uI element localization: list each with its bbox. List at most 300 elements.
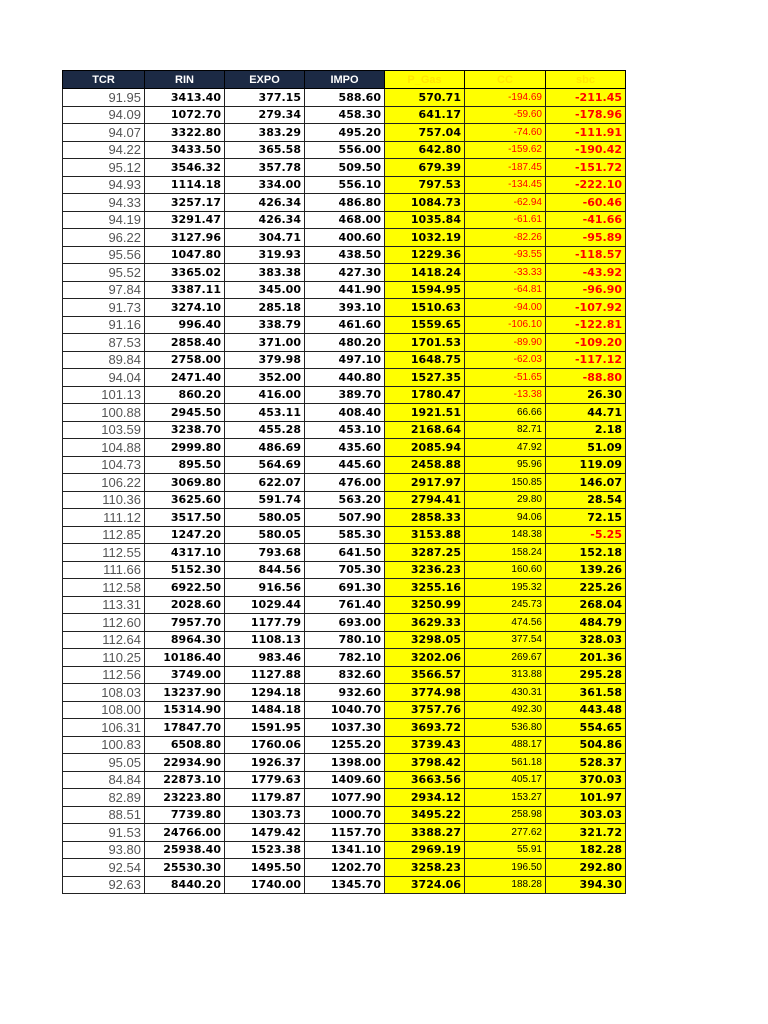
cell-pgas[interactable]: 3739.43	[385, 736, 465, 754]
cell-rin[interactable]: 3546.32	[145, 159, 225, 177]
cell-tcr[interactable]: 108.00	[63, 701, 145, 719]
cell-tcr[interactable]: 94.04	[63, 369, 145, 387]
cell-sbc[interactable]: -107.92	[546, 299, 626, 317]
cell-cc[interactable]: 188.28	[465, 876, 546, 894]
cell-sbc[interactable]: -117.12	[546, 351, 626, 369]
cell-pgas[interactable]: 3287.25	[385, 544, 465, 562]
cell-cc[interactable]: -51.65	[465, 369, 546, 387]
cell-sbc[interactable]: 394.30	[546, 876, 626, 894]
cell-sbc[interactable]: 268.04	[546, 596, 626, 614]
cell-tcr[interactable]: 94.33	[63, 194, 145, 212]
cell-sbc[interactable]: 370.03	[546, 771, 626, 789]
cell-pgas[interactable]: 2458.88	[385, 456, 465, 474]
cell-sbc[interactable]: -109.20	[546, 334, 626, 352]
cell-tcr[interactable]: 108.03	[63, 684, 145, 702]
cell-cc[interactable]: 158.24	[465, 544, 546, 562]
cell-cc[interactable]: -94.00	[465, 299, 546, 317]
cell-sbc[interactable]: 26.30	[546, 386, 626, 404]
cell-tcr[interactable]: 82.89	[63, 789, 145, 807]
cell-cc[interactable]: -62.03	[465, 351, 546, 369]
cell-tcr[interactable]: 104.88	[63, 439, 145, 457]
cell-pgas[interactable]: 1648.75	[385, 351, 465, 369]
cell-expo[interactable]: 345.00	[225, 281, 305, 299]
cell-impo[interactable]: 458.30	[305, 106, 385, 124]
cell-tcr[interactable]: 111.12	[63, 509, 145, 527]
cell-sbc[interactable]: -222.10	[546, 176, 626, 194]
cell-tcr[interactable]: 100.83	[63, 736, 145, 754]
cell-cc[interactable]: 269.67	[465, 649, 546, 667]
cell-sbc[interactable]: 51.09	[546, 439, 626, 457]
cell-impo[interactable]: 507.90	[305, 509, 385, 527]
cell-tcr[interactable]: 112.64	[63, 631, 145, 649]
cell-cc[interactable]: -187.45	[465, 159, 546, 177]
cell-expo[interactable]: 486.69	[225, 439, 305, 457]
cell-impo[interactable]: 588.60	[305, 89, 385, 107]
cell-sbc[interactable]: 528.37	[546, 754, 626, 772]
cell-expo[interactable]: 916.56	[225, 579, 305, 597]
cell-impo[interactable]: 832.60	[305, 666, 385, 684]
cell-cc[interactable]: 277.62	[465, 824, 546, 842]
cell-pgas[interactable]: 1921.51	[385, 404, 465, 422]
cell-tcr[interactable]: 101.13	[63, 386, 145, 404]
cell-impo[interactable]: 761.40	[305, 596, 385, 614]
cell-tcr[interactable]: 94.09	[63, 106, 145, 124]
cell-cc[interactable]: -62.94	[465, 194, 546, 212]
cell-expo[interactable]: 983.46	[225, 649, 305, 667]
cell-expo[interactable]: 580.05	[225, 526, 305, 544]
cell-tcr[interactable]: 112.58	[63, 579, 145, 597]
cell-impo[interactable]: 486.80	[305, 194, 385, 212]
cell-rin[interactable]: 4317.10	[145, 544, 225, 562]
cell-sbc[interactable]: 101.97	[546, 789, 626, 807]
cell-expo[interactable]: 416.00	[225, 386, 305, 404]
cell-pgas[interactable]: 3495.22	[385, 806, 465, 824]
cell-impo[interactable]: 1341.10	[305, 841, 385, 859]
cell-sbc[interactable]: 72.15	[546, 509, 626, 527]
cell-tcr[interactable]: 112.60	[63, 614, 145, 632]
cell-expo[interactable]: 1926.37	[225, 754, 305, 772]
cell-rin[interactable]: 25938.40	[145, 841, 225, 859]
cell-cc[interactable]: 196.50	[465, 859, 546, 877]
cell-tcr[interactable]: 94.19	[63, 211, 145, 229]
cell-pgas[interactable]: 3255.16	[385, 579, 465, 597]
cell-cc[interactable]: 94.06	[465, 509, 546, 527]
cell-sbc[interactable]: 225.26	[546, 579, 626, 597]
header-impo[interactable]: IMPO	[305, 71, 385, 89]
cell-rin[interactable]: 2471.40	[145, 369, 225, 387]
cell-pgas[interactable]: 1084.73	[385, 194, 465, 212]
cell-impo[interactable]: 509.50	[305, 159, 385, 177]
cell-expo[interactable]: 285.18	[225, 299, 305, 317]
cell-sbc[interactable]: -190.42	[546, 141, 626, 159]
cell-sbc[interactable]: 119.09	[546, 456, 626, 474]
cell-expo[interactable]: 377.15	[225, 89, 305, 107]
cell-rin[interactable]: 1114.18	[145, 176, 225, 194]
cell-rin[interactable]: 1047.80	[145, 246, 225, 264]
cell-tcr[interactable]: 92.63	[63, 876, 145, 894]
cell-sbc[interactable]: 484.79	[546, 614, 626, 632]
cell-expo[interactable]: 1179.87	[225, 789, 305, 807]
cell-pgas[interactable]: 3629.33	[385, 614, 465, 632]
cell-pgas[interactable]: 1527.35	[385, 369, 465, 387]
cell-pgas[interactable]: 2168.64	[385, 421, 465, 439]
cell-rin[interactable]: 2758.00	[145, 351, 225, 369]
cell-rin[interactable]: 13237.90	[145, 684, 225, 702]
cell-cc[interactable]: 153.27	[465, 789, 546, 807]
cell-cc[interactable]: 474.56	[465, 614, 546, 632]
cell-sbc[interactable]: 2.18	[546, 421, 626, 439]
cell-sbc[interactable]: 554.65	[546, 719, 626, 737]
cell-expo[interactable]: 453.11	[225, 404, 305, 422]
cell-sbc[interactable]: -43.92	[546, 264, 626, 282]
cell-tcr[interactable]: 92.54	[63, 859, 145, 877]
cell-pgas[interactable]: 3236.23	[385, 561, 465, 579]
cell-rin[interactable]: 3413.40	[145, 89, 225, 107]
cell-cc[interactable]: 561.18	[465, 754, 546, 772]
cell-tcr[interactable]: 104.73	[63, 456, 145, 474]
cell-impo[interactable]: 461.60	[305, 316, 385, 334]
cell-impo[interactable]: 495.20	[305, 124, 385, 142]
cell-pgas[interactable]: 1510.63	[385, 299, 465, 317]
cell-rin[interactable]: 25530.30	[145, 859, 225, 877]
cell-pgas[interactable]: 642.80	[385, 141, 465, 159]
cell-impo[interactable]: 1255.20	[305, 736, 385, 754]
cell-rin[interactable]: 2945.50	[145, 404, 225, 422]
cell-tcr[interactable]: 112.56	[63, 666, 145, 684]
cell-cc[interactable]: 148.38	[465, 526, 546, 544]
cell-rin[interactable]: 3749.00	[145, 666, 225, 684]
cell-cc[interactable]: 245.73	[465, 596, 546, 614]
cell-rin[interactable]: 6508.80	[145, 736, 225, 754]
cell-sbc[interactable]: 443.48	[546, 701, 626, 719]
cell-pgas[interactable]: 1032.19	[385, 229, 465, 247]
cell-cc[interactable]: 430.31	[465, 684, 546, 702]
cell-impo[interactable]: 1077.90	[305, 789, 385, 807]
cell-impo[interactable]: 389.70	[305, 386, 385, 404]
cell-sbc[interactable]: -88.80	[546, 369, 626, 387]
cell-cc[interactable]: -93.55	[465, 246, 546, 264]
cell-pgas[interactable]: 2917.97	[385, 474, 465, 492]
cell-sbc[interactable]: 152.18	[546, 544, 626, 562]
cell-impo[interactable]: 691.30	[305, 579, 385, 597]
cell-rin[interactable]: 2999.80	[145, 439, 225, 457]
cell-cc[interactable]: -13.38	[465, 386, 546, 404]
cell-expo[interactable]: 564.69	[225, 456, 305, 474]
cell-cc[interactable]: -82.26	[465, 229, 546, 247]
cell-pgas[interactable]: 1035.84	[385, 211, 465, 229]
cell-tcr[interactable]: 95.52	[63, 264, 145, 282]
cell-rin[interactable]: 3069.80	[145, 474, 225, 492]
cell-pgas[interactable]: 570.71	[385, 89, 465, 107]
cell-expo[interactable]: 591.74	[225, 491, 305, 509]
cell-tcr[interactable]: 89.84	[63, 351, 145, 369]
cell-tcr[interactable]: 103.59	[63, 421, 145, 439]
cell-impo[interactable]: 780.10	[305, 631, 385, 649]
cell-pgas[interactable]: 3388.27	[385, 824, 465, 842]
cell-rin[interactable]: 15314.90	[145, 701, 225, 719]
cell-pgas[interactable]: 3774.98	[385, 684, 465, 702]
cell-cc[interactable]: -59.60	[465, 106, 546, 124]
cell-cc[interactable]: 150.85	[465, 474, 546, 492]
cell-sbc[interactable]: 44.71	[546, 404, 626, 422]
cell-sbc[interactable]: -95.89	[546, 229, 626, 247]
cell-impo[interactable]: 1398.00	[305, 754, 385, 772]
cell-impo[interactable]: 480.20	[305, 334, 385, 352]
cell-sbc[interactable]: 361.58	[546, 684, 626, 702]
cell-sbc[interactable]: 139.26	[546, 561, 626, 579]
header-tcr[interactable]: TCR	[63, 71, 145, 89]
cell-rin[interactable]: 3257.17	[145, 194, 225, 212]
cell-impo[interactable]: 1037.30	[305, 719, 385, 737]
cell-expo[interactable]: 844.56	[225, 561, 305, 579]
cell-sbc[interactable]: 201.36	[546, 649, 626, 667]
cell-expo[interactable]: 1127.88	[225, 666, 305, 684]
cell-rin[interactable]: 3322.80	[145, 124, 225, 142]
cell-rin[interactable]: 7957.70	[145, 614, 225, 632]
cell-impo[interactable]: 1409.60	[305, 771, 385, 789]
cell-tcr[interactable]: 113.31	[63, 596, 145, 614]
cell-tcr[interactable]: 95.12	[63, 159, 145, 177]
cell-pgas[interactable]: 2969.19	[385, 841, 465, 859]
cell-expo[interactable]: 379.98	[225, 351, 305, 369]
cell-sbc[interactable]: -178.96	[546, 106, 626, 124]
header-rin[interactable]: RIN	[145, 71, 225, 89]
cell-rin[interactable]: 23223.80	[145, 789, 225, 807]
cell-impo[interactable]: 1202.70	[305, 859, 385, 877]
cell-pgas[interactable]: 1559.65	[385, 316, 465, 334]
cell-expo[interactable]: 1177.79	[225, 614, 305, 632]
cell-rin[interactable]: 6922.50	[145, 579, 225, 597]
cell-pgas[interactable]: 3258.23	[385, 859, 465, 877]
cell-expo[interactable]: 1029.44	[225, 596, 305, 614]
cell-cc[interactable]: 377.54	[465, 631, 546, 649]
cell-expo[interactable]: 1479.42	[225, 824, 305, 842]
cell-expo[interactable]: 1779.63	[225, 771, 305, 789]
cell-tcr[interactable]: 84.84	[63, 771, 145, 789]
cell-pgas[interactable]: 2085.94	[385, 439, 465, 457]
cell-pgas[interactable]: 797.53	[385, 176, 465, 194]
cell-tcr[interactable]: 112.55	[63, 544, 145, 562]
cell-pgas[interactable]: 2794.41	[385, 491, 465, 509]
cell-cc[interactable]: 405.17	[465, 771, 546, 789]
cell-impo[interactable]: 1345.70	[305, 876, 385, 894]
cell-expo[interactable]: 304.71	[225, 229, 305, 247]
cell-impo[interactable]: 435.60	[305, 439, 385, 457]
cell-impo[interactable]: 400.60	[305, 229, 385, 247]
cell-expo[interactable]: 383.38	[225, 264, 305, 282]
cell-impo[interactable]: 408.40	[305, 404, 385, 422]
cell-cc[interactable]: 258.98	[465, 806, 546, 824]
cell-expo[interactable]: 793.68	[225, 544, 305, 562]
cell-pgas[interactable]: 641.17	[385, 106, 465, 124]
cell-rin[interactable]: 996.40	[145, 316, 225, 334]
cell-pgas[interactable]: 3663.56	[385, 771, 465, 789]
header-sbc[interactable]: sbc	[546, 71, 626, 89]
cell-sbc[interactable]: -211.45	[546, 89, 626, 107]
cell-cc[interactable]: 313.88	[465, 666, 546, 684]
cell-impo[interactable]: 1157.70	[305, 824, 385, 842]
cell-impo[interactable]: 705.30	[305, 561, 385, 579]
cell-cc[interactable]: 195.32	[465, 579, 546, 597]
cell-tcr[interactable]: 94.22	[63, 141, 145, 159]
cell-expo[interactable]: 1760.06	[225, 736, 305, 754]
cell-expo[interactable]: 371.00	[225, 334, 305, 352]
cell-tcr[interactable]: 110.25	[63, 649, 145, 667]
cell-impo[interactable]: 453.10	[305, 421, 385, 439]
cell-sbc[interactable]: 295.28	[546, 666, 626, 684]
cell-cc[interactable]: 47.92	[465, 439, 546, 457]
cell-pgas[interactable]: 1418.24	[385, 264, 465, 282]
cell-sbc[interactable]: -60.46	[546, 194, 626, 212]
cell-rin[interactable]: 3517.50	[145, 509, 225, 527]
cell-cc[interactable]: -89.90	[465, 334, 546, 352]
cell-pgas[interactable]: 2858.33	[385, 509, 465, 527]
cell-expo[interactable]: 1108.13	[225, 631, 305, 649]
cell-tcr[interactable]: 91.95	[63, 89, 145, 107]
cell-impo[interactable]: 693.00	[305, 614, 385, 632]
header-expo[interactable]: EXPO	[225, 71, 305, 89]
cell-sbc[interactable]: 146.07	[546, 474, 626, 492]
cell-tcr[interactable]: 112.85	[63, 526, 145, 544]
cell-tcr[interactable]: 94.07	[63, 124, 145, 142]
cell-sbc[interactable]: -96.90	[546, 281, 626, 299]
cell-impo[interactable]: 585.30	[305, 526, 385, 544]
cell-impo[interactable]: 1040.70	[305, 701, 385, 719]
cell-impo[interactable]: 932.60	[305, 684, 385, 702]
cell-tcr[interactable]: 100.88	[63, 404, 145, 422]
cell-rin[interactable]: 3387.11	[145, 281, 225, 299]
cell-rin[interactable]: 24766.00	[145, 824, 225, 842]
cell-impo[interactable]: 782.10	[305, 649, 385, 667]
cell-pgas[interactable]: 3153.88	[385, 526, 465, 544]
cell-tcr[interactable]: 91.73	[63, 299, 145, 317]
cell-sbc[interactable]: -41.66	[546, 211, 626, 229]
cell-cc[interactable]: -61.61	[465, 211, 546, 229]
cell-tcr[interactable]: 96.22	[63, 229, 145, 247]
cell-expo[interactable]: 1495.50	[225, 859, 305, 877]
cell-pgas[interactable]: 757.04	[385, 124, 465, 142]
cell-sbc[interactable]: -111.91	[546, 124, 626, 142]
cell-rin[interactable]: 3365.02	[145, 264, 225, 282]
cell-impo[interactable]: 445.60	[305, 456, 385, 474]
cell-expo[interactable]: 455.28	[225, 421, 305, 439]
cell-rin[interactable]: 3238.70	[145, 421, 225, 439]
cell-expo[interactable]: 1303.73	[225, 806, 305, 824]
cell-rin[interactable]: 1072.70	[145, 106, 225, 124]
cell-cc[interactable]: -159.62	[465, 141, 546, 159]
cell-impo[interactable]: 1000.70	[305, 806, 385, 824]
cell-cc[interactable]: -74.60	[465, 124, 546, 142]
cell-tcr[interactable]: 94.93	[63, 176, 145, 194]
cell-cc[interactable]: 82.71	[465, 421, 546, 439]
cell-tcr[interactable]: 95.05	[63, 754, 145, 772]
cell-tcr[interactable]: 87.53	[63, 334, 145, 352]
cell-sbc[interactable]: -5.25	[546, 526, 626, 544]
cell-expo[interactable]: 383.29	[225, 124, 305, 142]
cell-rin[interactable]: 5152.30	[145, 561, 225, 579]
cell-tcr[interactable]: 91.16	[63, 316, 145, 334]
cell-impo[interactable]: 476.00	[305, 474, 385, 492]
cell-rin[interactable]: 3127.96	[145, 229, 225, 247]
cell-rin[interactable]: 3291.47	[145, 211, 225, 229]
header-pgas[interactable]: P_Gas	[385, 71, 465, 89]
cell-rin[interactable]: 22934.90	[145, 754, 225, 772]
cell-tcr[interactable]: 106.22	[63, 474, 145, 492]
cell-rin[interactable]: 3433.50	[145, 141, 225, 159]
cell-rin[interactable]: 3625.60	[145, 491, 225, 509]
cell-expo[interactable]: 1591.95	[225, 719, 305, 737]
cell-expo[interactable]: 1523.38	[225, 841, 305, 859]
cell-cc[interactable]: -64.81	[465, 281, 546, 299]
cell-pgas[interactable]: 1594.95	[385, 281, 465, 299]
cell-tcr[interactable]: 88.51	[63, 806, 145, 824]
cell-tcr[interactable]: 111.66	[63, 561, 145, 579]
cell-cc[interactable]: -194.69	[465, 89, 546, 107]
cell-expo[interactable]: 338.79	[225, 316, 305, 334]
cell-cc[interactable]: 160.60	[465, 561, 546, 579]
cell-impo[interactable]: 497.10	[305, 351, 385, 369]
cell-expo[interactable]: 357.78	[225, 159, 305, 177]
cell-pgas[interactable]: 3798.42	[385, 754, 465, 772]
cell-sbc[interactable]: 328.03	[546, 631, 626, 649]
cell-impo[interactable]: 393.10	[305, 299, 385, 317]
cell-pgas[interactable]: 3566.57	[385, 666, 465, 684]
cell-pgas[interactable]: 1780.47	[385, 386, 465, 404]
cell-expo[interactable]: 426.34	[225, 211, 305, 229]
cell-sbc[interactable]: -122.81	[546, 316, 626, 334]
cell-expo[interactable]: 352.00	[225, 369, 305, 387]
cell-tcr[interactable]: 97.84	[63, 281, 145, 299]
cell-rin[interactable]: 2028.60	[145, 596, 225, 614]
cell-sbc[interactable]: 303.03	[546, 806, 626, 824]
cell-sbc[interactable]: -118.57	[546, 246, 626, 264]
cell-pgas[interactable]: 679.39	[385, 159, 465, 177]
cell-impo[interactable]: 468.00	[305, 211, 385, 229]
cell-rin[interactable]: 1247.20	[145, 526, 225, 544]
cell-cc[interactable]: -106.10	[465, 316, 546, 334]
cell-cc[interactable]: 536.80	[465, 719, 546, 737]
cell-rin[interactable]: 2858.40	[145, 334, 225, 352]
cell-rin[interactable]: 895.50	[145, 456, 225, 474]
cell-expo[interactable]: 1740.00	[225, 876, 305, 894]
cell-sbc[interactable]: 182.28	[546, 841, 626, 859]
cell-cc[interactable]: 29.80	[465, 491, 546, 509]
cell-tcr[interactable]: 106.31	[63, 719, 145, 737]
cell-cc[interactable]: 95.96	[465, 456, 546, 474]
cell-expo[interactable]: 365.58	[225, 141, 305, 159]
cell-impo[interactable]: 641.50	[305, 544, 385, 562]
cell-rin[interactable]: 8440.20	[145, 876, 225, 894]
cell-rin[interactable]: 3274.10	[145, 299, 225, 317]
cell-cc[interactable]: 66.66	[465, 404, 546, 422]
cell-pgas[interactable]: 3250.99	[385, 596, 465, 614]
cell-impo[interactable]: 440.80	[305, 369, 385, 387]
cell-rin[interactable]: 22873.10	[145, 771, 225, 789]
cell-impo[interactable]: 441.90	[305, 281, 385, 299]
cell-impo[interactable]: 427.30	[305, 264, 385, 282]
cell-impo[interactable]: 556.00	[305, 141, 385, 159]
cell-tcr[interactable]: 95.56	[63, 246, 145, 264]
cell-expo[interactable]: 1484.18	[225, 701, 305, 719]
cell-sbc[interactable]: 321.72	[546, 824, 626, 842]
cell-impo[interactable]: 438.50	[305, 246, 385, 264]
cell-tcr[interactable]: 93.80	[63, 841, 145, 859]
cell-impo[interactable]: 556.10	[305, 176, 385, 194]
cell-tcr[interactable]: 110.36	[63, 491, 145, 509]
cell-rin[interactable]: 17847.70	[145, 719, 225, 737]
cell-pgas[interactable]: 2934.12	[385, 789, 465, 807]
header-cc[interactable]: CC	[465, 71, 546, 89]
